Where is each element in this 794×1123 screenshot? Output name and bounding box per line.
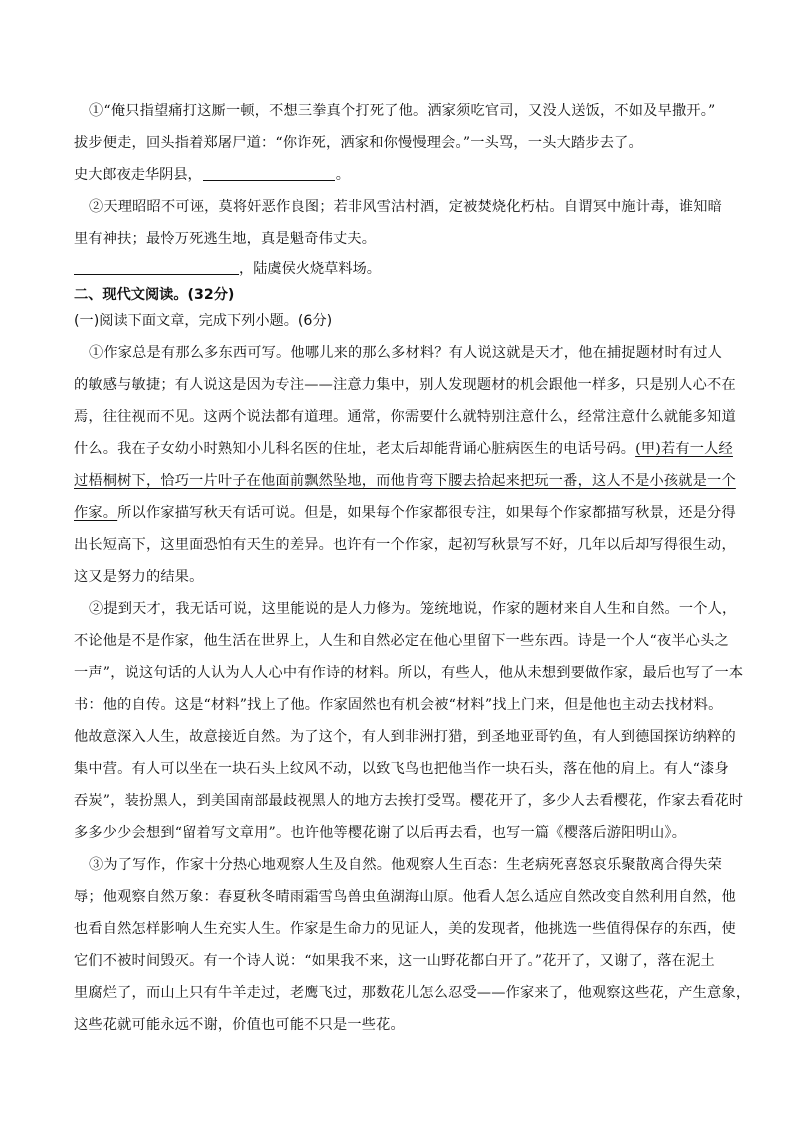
para2-line: 他故意深入人生，故意接近自然。为了这个，有人到非洲打猎，到圣地亚哥钓鱼，有人到德国探访纳粹的 bbox=[74, 729, 736, 745]
quote2-blank[interactable] bbox=[74, 260, 239, 275]
para1-line: 出长短高下，这里面恐怕有天生的差异。也许有一个作家，起初写秋景写不好，几年以后却写得很生动， bbox=[74, 537, 736, 553]
para3-line: 这些花就可能永远不谢，价值也可能不只是一些花。 bbox=[74, 1017, 405, 1033]
quote2-answer-suffix: ，陆虞侯火烧草料场。 bbox=[239, 261, 381, 277]
quote1-answer bbox=[74, 164, 350, 184]
subsection-heading: (一)阅读下面文章，完成下列小题。(6分) bbox=[74, 313, 333, 329]
para2-line: ②提到天才，我无话可说，这里能说的是人力修为。笼统地说，作家的题材来自人生和自然。一个人， bbox=[89, 601, 737, 617]
para1-line: 这又是努力的结果。 bbox=[74, 569, 204, 585]
para2-line: 多多少少会想到“留着写文章用”。也许他等樱花谢了以后再去看，也写一篇《樱落后游阳明山》。 bbox=[74, 825, 687, 841]
quote1-blank[interactable] bbox=[203, 166, 335, 181]
para2-line: 书：他的自传。这是“材料”找上了他。作家固然也有机会被“材料”找上门来，但是他也主动去找材料。 bbox=[74, 697, 723, 713]
underlined-passage-jia: 过梧桐树下，恰巧一片叶子在他面前飘然坠地，而他肯弯下腰去拾起来把玩一番，这人不是小孩就是一个 bbox=[74, 473, 736, 489]
para1-text: 所以作家描写秋天有话可说。但是，如果每个作家都很专注，如果每个作家都描写秋景，还是分得 bbox=[117, 505, 736, 521]
quote1-line2: 拔步便走，回头指着郑屠尸道：“你诈死，洒家和你慢慢理会。”一头骂，一头大踏步去了。 bbox=[74, 135, 643, 151]
para2-line: 一声”，说这句话的人认为人人心中有作诗的材料。所以，有些人，他从未想到要做作家，最后也写了一本 bbox=[74, 665, 744, 681]
quote1-answer-prefix: 史大郎夜走华阴县， bbox=[74, 167, 202, 183]
para2-line: 不论他是不是作家，他生活在世界上，人生和自然必定在他心里留下一些东西。诗是一个人“夜半心头之 bbox=[74, 633, 729, 649]
section-heading: 二、现代文阅读。(32分) bbox=[74, 287, 235, 303]
para3-line: 辱；他观察自然万象：春夏秋冬晴雨霜雪鸟兽虫鱼湖海山原。他看人怎么适应自然改变自然利用自然，他 bbox=[74, 889, 736, 905]
para3-line: 里腐烂了，而山上只有牛羊走过，老鹰飞过，那数花儿怎么忍受——作家来了，他观察这些花，产生意象， bbox=[74, 985, 751, 1001]
para1-text: 什么。我在子女幼小时熟知小儿科名医的住址，老太后却能背诵心脏病医生的电话号码。 bbox=[74, 441, 636, 457]
quote2-answer bbox=[74, 258, 381, 278]
quote2-line2: 里有神扶；最怜万死逃生地，真是魁奇伟丈夫。 bbox=[74, 231, 377, 247]
para1-line: 焉，往往视而不见。这两个说法都有道理。通常，你需要什么就特别注意什么，经常注意什么就能多知道 bbox=[74, 409, 736, 425]
para1-line: 的敏感与敏捷；有人说这是因为专注——注意力集中，别人发现题材的机会跟他一样多，只是别人心不在 bbox=[74, 377, 736, 393]
underlined-passage-jia: (甲)若有一人经 bbox=[635, 441, 733, 457]
quote2-line1: ②天理昭昭不可诬，莫将奸恶作良图；若非风雪沽村酒，定被焚烧化朽枯。自谓冥中施计毒，谁知暗 bbox=[89, 199, 723, 215]
para1-line bbox=[74, 502, 736, 522]
para3-line: ③为了写作，作家十分热心地观察人生及自然。他观察人生百态：生老病死喜怒哀乐聚散离合得失荣 bbox=[89, 857, 723, 873]
para2-line: 吞炭”，装扮黑人，到美国南部最歧视黑人的地方去挨打受骂。樱花开了，多少人去看樱花，作家去看花时 bbox=[74, 793, 744, 809]
para3-line: 它们不被时间毁灭。有一个诗人说：“如果我不来，这一山野花都白开了。”花开了，又谢了，落在泥土 bbox=[74, 953, 715, 969]
para2-line: 集中营。有人可以坐在一块石头上纹风不动，以致飞鸟也把他当作一块石头，落在他的肩上。有人“漆身 bbox=[74, 761, 729, 777]
underlined-passage-jia: 作家。 bbox=[74, 505, 118, 521]
para3-line: 也看自然怎样影响人生充实人生。作家是生命力的见证人，美的发现者，他挑选一些值得保存的东西，使 bbox=[74, 921, 736, 937]
para1-line bbox=[74, 438, 733, 458]
quote1-answer-suffix: 。 bbox=[335, 167, 350, 183]
para1-line: ①作家总是有那么多东西可写。他哪儿来的那么多材料？有人说这就是天才，他在捕捉题材时有过人 bbox=[89, 345, 723, 361]
quote1-line1: ①“俺只指望痛打这厮一顿，不想三拳真个打死了他。洒家须吃官司，又没人送饭，不如及早撒开。” bbox=[89, 103, 716, 119]
